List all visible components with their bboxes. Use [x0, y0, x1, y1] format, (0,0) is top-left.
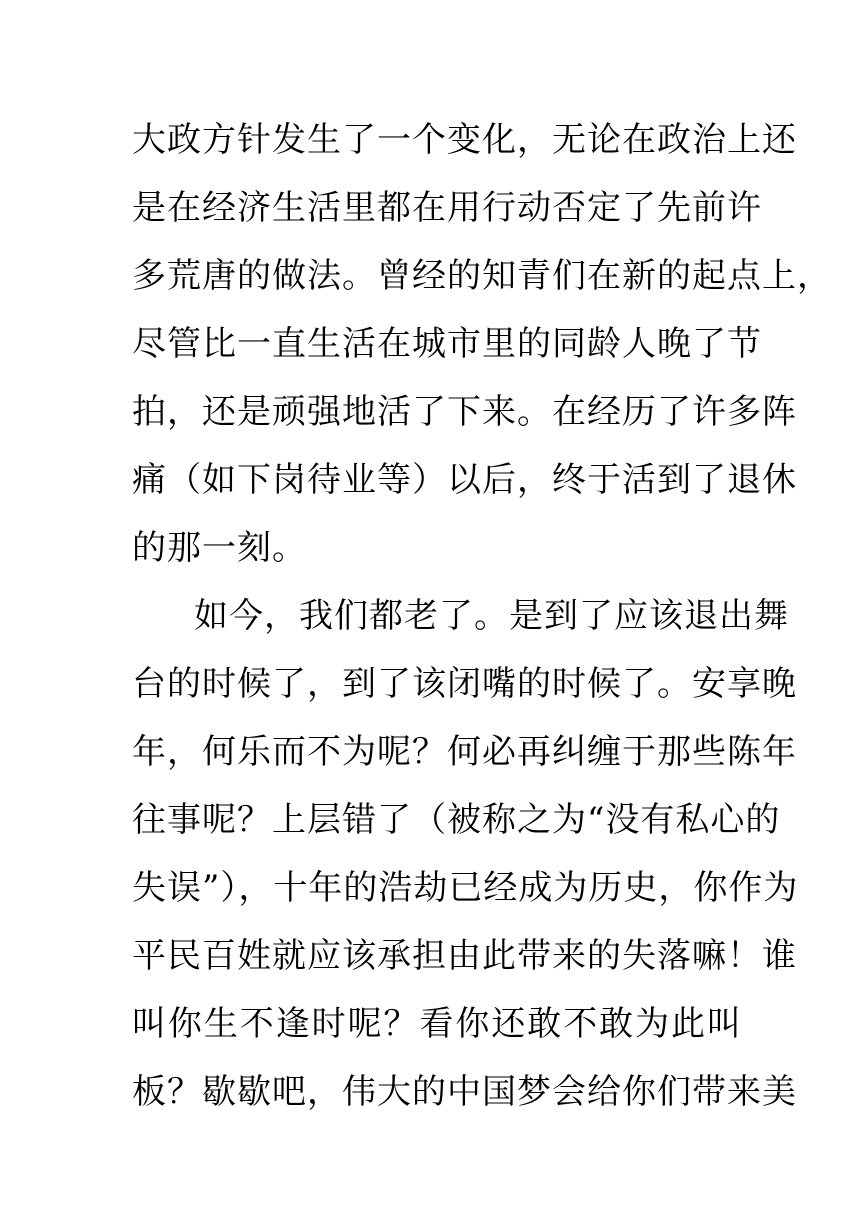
- text-line: 大政方针发生了一个变化，无论在政治上还: [132, 120, 797, 160]
- text-line: 台的时候了，到了该闭嘴的时候了。安享晚: [132, 664, 797, 704]
- text-line: 平民百姓就应该承担由此带来的失落嘛！谁: [132, 936, 797, 976]
- text-line: 痛（如下岗待业等）以后，终于活到了退休: [132, 460, 797, 500]
- text-line: 失误”），十年的浩劫已经成为历史，你作为: [132, 868, 799, 908]
- text-line: 往事呢？上层错了（被称之为“没有私心的: [132, 800, 781, 840]
- text-line: 是在经济生活里都在用行动否定了先前许: [132, 188, 762, 228]
- text-line: 尽管比一直生活在城市里的同龄人晚了节: [132, 324, 762, 364]
- body-text: [132, 110, 832, 1130]
- text-line: 多荒唐的做法。曾经的知青们在新的起点上，: [132, 256, 832, 296]
- text-line: 拍，还是顽强地活了下来。在经历了许多阵: [132, 392, 797, 432]
- text-line: 板？歇歇吧，伟大的中国梦会给你们带来美: [132, 1072, 797, 1112]
- text-line: 的那一刻。: [132, 528, 307, 568]
- text-line: 叫你生不逢时呢？看你还敢不敢为此叫: [132, 1004, 742, 1044]
- text-line: 年，何乐而不为呢？何必再纠缠于那些陈年: [132, 732, 797, 772]
- paragraph-start-line: 如今，我们都老了。是到了应该退出舞: [194, 596, 789, 636]
